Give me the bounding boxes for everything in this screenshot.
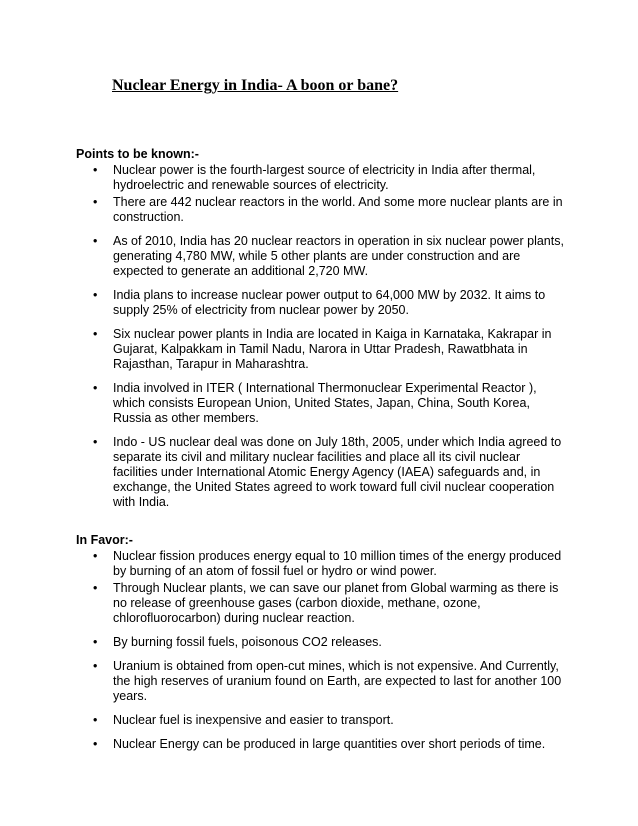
list-item-text: Six nuclear power plants in India are located in Kaiga in Karnataka, Kakrapar in Gujarat, Kalpakkam in Tamil Nadu, Narora in Uttar Pradesh, Rawatbhata in Rajasthan, Tarapur in Maharashtra. <box>113 327 552 371</box>
list-item <box>0 381 568 426</box>
list-item <box>0 195 568 225</box>
bullet-icon: • <box>93 659 98 673</box>
list-item <box>0 163 568 193</box>
list-item-text: Through Nuclear plants, we can save our planet from Global warming as there is no release of greenhouse gases (carbon dioxide, methane, ozone, chlorofluorocarbon) during nuclear reaction. <box>113 581 559 625</box>
list-item-text: As of 2010, India has 20 nuclear reactors in operation in six nuclear power plants, generating 4,780 MW, while 5 other plants are under construction and are expected to generate an additional 2,720 MW. <box>113 234 564 278</box>
list-item <box>0 713 568 728</box>
section-heading-in-favor: In Favor:- <box>76 533 133 547</box>
list-item-text: India plans to increase nuclear power output to 64,000 MW by 2032. It aims to supply 25% of electricity from nuclear power by 2050. <box>113 288 546 317</box>
list-item <box>0 737 568 752</box>
list-item <box>0 581 568 626</box>
list-item <box>0 659 568 704</box>
list-item <box>0 288 568 318</box>
bullet-icon: • <box>93 195 98 209</box>
list-item-text: Nuclear fuel is inexpensive and easier to transport. <box>113 713 394 727</box>
list-item-text: Nuclear power is the fourth-largest source of electricity in India after thermal, hydroelectric and renewable sources of electricity. <box>113 163 536 192</box>
bullet-icon: • <box>93 737 98 751</box>
bullet-icon: • <box>93 327 98 341</box>
bullet-icon: • <box>93 581 98 595</box>
in-favor-list <box>0 549 638 752</box>
bullet-icon: • <box>93 713 98 727</box>
bullet-icon: • <box>93 435 98 449</box>
list-item <box>0 234 568 279</box>
list-item-text: Uranium is obtained from open-cut mines, which is not expensive. And Currently, the high reserves of uranium found on Earth, are expected to last for another 100 years. <box>113 659 562 703</box>
list-item-text: India involved in ITER ( International Thermonuclear Experimental Reactor ), which consists European Union, United States, Japan, China, South Korea, Russia as other members. <box>113 381 537 425</box>
bullet-icon: • <box>93 234 98 248</box>
bullet-icon: • <box>93 381 98 395</box>
list-item-text: Nuclear fission produces energy equal to 10 million times of the energy produced by burning of an atom of fossil fuel or hydro or wind power. <box>113 549 562 578</box>
list-item-text: By burning fossil fuels, poisonous CO2 releases. <box>113 635 382 649</box>
list-item <box>0 435 568 510</box>
list-item <box>0 635 568 650</box>
bullet-icon: • <box>93 549 98 563</box>
bullet-icon: • <box>93 163 98 177</box>
list-item-text: There are 442 nuclear reactors in the world. And some more nuclear plants are in construction. <box>113 195 563 224</box>
section-heading-points: Points to be known:- <box>76 147 199 161</box>
document-title: Nuclear Energy in India- A boon or bane? <box>112 77 399 94</box>
list-item-text: Indo - US nuclear deal was done on July 18th, 2005, under which India agreed to separate its civil and military nuclear facilities and place all its civil nuclear facilities under International Atomic Energy Agency (IAEA) safeguards and, in exchange, the United States agreed to work toward full civil nuclear cooperation with India. <box>113 435 562 509</box>
list-item-text: Nuclear Energy can be produced in large quantities over short periods of time. <box>113 737 546 751</box>
points-list <box>0 163 638 510</box>
list-item <box>0 549 568 579</box>
bullet-icon: • <box>93 288 98 302</box>
list-item <box>0 327 568 372</box>
bullet-icon: • <box>93 635 98 649</box>
